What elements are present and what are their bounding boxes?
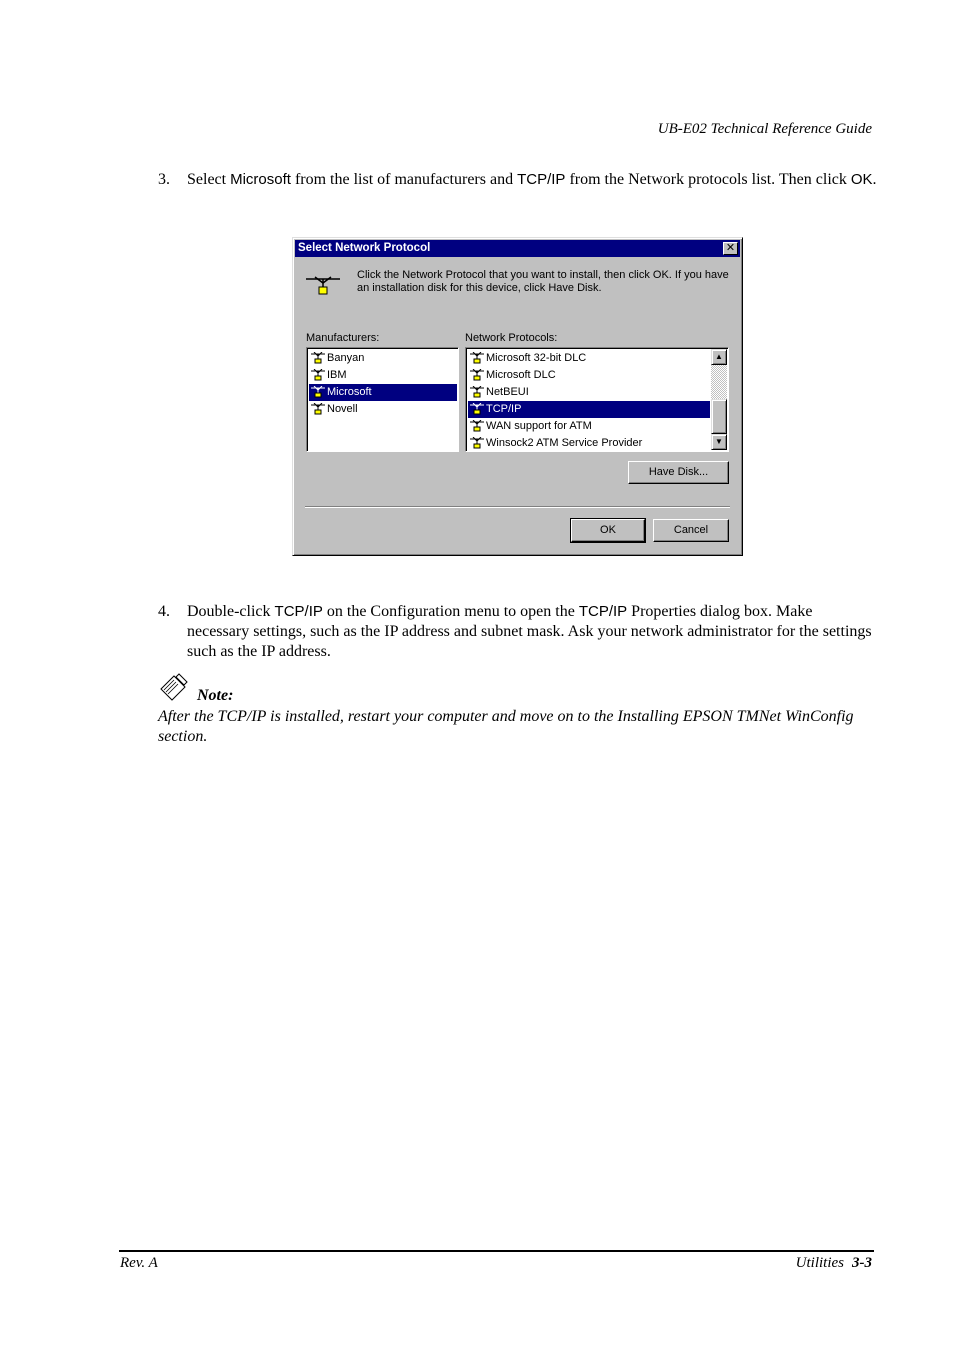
network-protocol-icon — [311, 352, 325, 364]
list-item[interactable]: Winsock2 ATM Service Provider — [468, 435, 710, 452]
list-item[interactable]: NetBEUI — [468, 384, 710, 401]
arrow-down-icon: ▼ — [715, 437, 723, 446]
cancel-button[interactable]: Cancel — [653, 519, 729, 542]
note-text: After the TCP/IP is installed, restart your computer and move on to the Installing EPSON TMNet WinConfig section. — [158, 708, 854, 745]
footer-revision: Rev. A — [120, 1255, 158, 1271]
manufacturers-list[interactable] — [306, 347, 459, 452]
select-network-protocol-dialog — [292, 237, 743, 556]
network-protocol-icon — [470, 369, 484, 381]
footer-section — [796, 1255, 872, 1272]
ui-term: OK — [850, 171, 873, 188]
page-number: 3-3 — [852, 1255, 872, 1271]
dialog-title-bar[interactable] — [295, 240, 740, 257]
vertical-scrollbar[interactable] — [711, 349, 727, 450]
footer-section-name: Utilities — [795, 1255, 844, 1271]
have-disk-button[interactable]: Have Disk... — [628, 461, 729, 484]
step-3 — [158, 170, 878, 190]
list-item-selected[interactable]: TCP/IP — [468, 401, 710, 418]
list-item-selected[interactable]: Microsoft — [309, 384, 457, 401]
footer-divider — [119, 1250, 874, 1252]
list-item[interactable]: Microsoft 32-bit DLC — [468, 350, 710, 367]
dialog-title: Select Network Protocol — [298, 242, 431, 254]
scroll-thumb[interactable] — [711, 399, 727, 434]
network-protocol-icon — [470, 437, 484, 449]
ui-term: TCP/IP — [517, 171, 566, 188]
ui-term: Microsoft — [230, 171, 291, 188]
network-protocol-icon — [470, 403, 484, 415]
page-header-title: UB-E02 Technical Reference Guide — [657, 121, 872, 137]
network-protocols-list[interactable] — [465, 347, 729, 452]
list-item[interactable]: WAN support for ATM — [468, 418, 710, 435]
network-protocols-label: Network Protocols: — [465, 332, 558, 344]
divider — [305, 506, 730, 508]
network-protocol-icon — [311, 386, 325, 398]
note-label: Note: — [197, 687, 234, 704]
note-pencil-icon — [158, 673, 188, 701]
close-button[interactable] — [723, 242, 738, 255]
list-item[interactable]: Banyan — [309, 350, 457, 367]
close-icon: ✕ — [725, 242, 736, 254]
network-protocol-icon — [470, 352, 484, 364]
network-protocol-icon — [470, 386, 484, 398]
step-4 — [158, 602, 878, 662]
scroll-up-button[interactable] — [711, 349, 727, 365]
step-text: Select Microsoft from the list of manufacturers and TCP/IP from the Network protocols list. Then click OK. — [187, 171, 877, 188]
list-item[interactable]: Novell — [309, 401, 457, 418]
step-number: 3. — [158, 171, 170, 188]
manufacturers-label: Manufacturers: — [306, 332, 380, 344]
network-protocol-icon — [470, 420, 484, 432]
network-protocol-icon — [305, 275, 341, 297]
step-number: 4. — [158, 603, 170, 620]
ok-button[interactable]: OK — [571, 519, 645, 542]
list-item[interactable]: Microsoft DLC — [468, 367, 710, 384]
dialog-instruction: Click the Network Protocol that you want to install, then click OK. If you have an installation disk for this device, click Have Disk. — [357, 269, 729, 294]
arrow-up-icon: ▲ — [715, 352, 723, 361]
list-item[interactable]: IBM — [309, 367, 457, 384]
step-text: Double-click TCP/IP on the Configuration menu to open the TCP/IP Properties dialog box. Make necessary settings, such as the IP address and subnet mask. Ask your network administrator for the settings such as the IP address. — [187, 603, 872, 660]
network-protocol-icon — [311, 369, 325, 381]
ui-term: TCP/IP — [578, 603, 628, 620]
network-protocol-icon — [311, 403, 325, 415]
ui-term: TCP/IP — [274, 603, 323, 620]
scroll-down-button[interactable] — [711, 434, 727, 450]
